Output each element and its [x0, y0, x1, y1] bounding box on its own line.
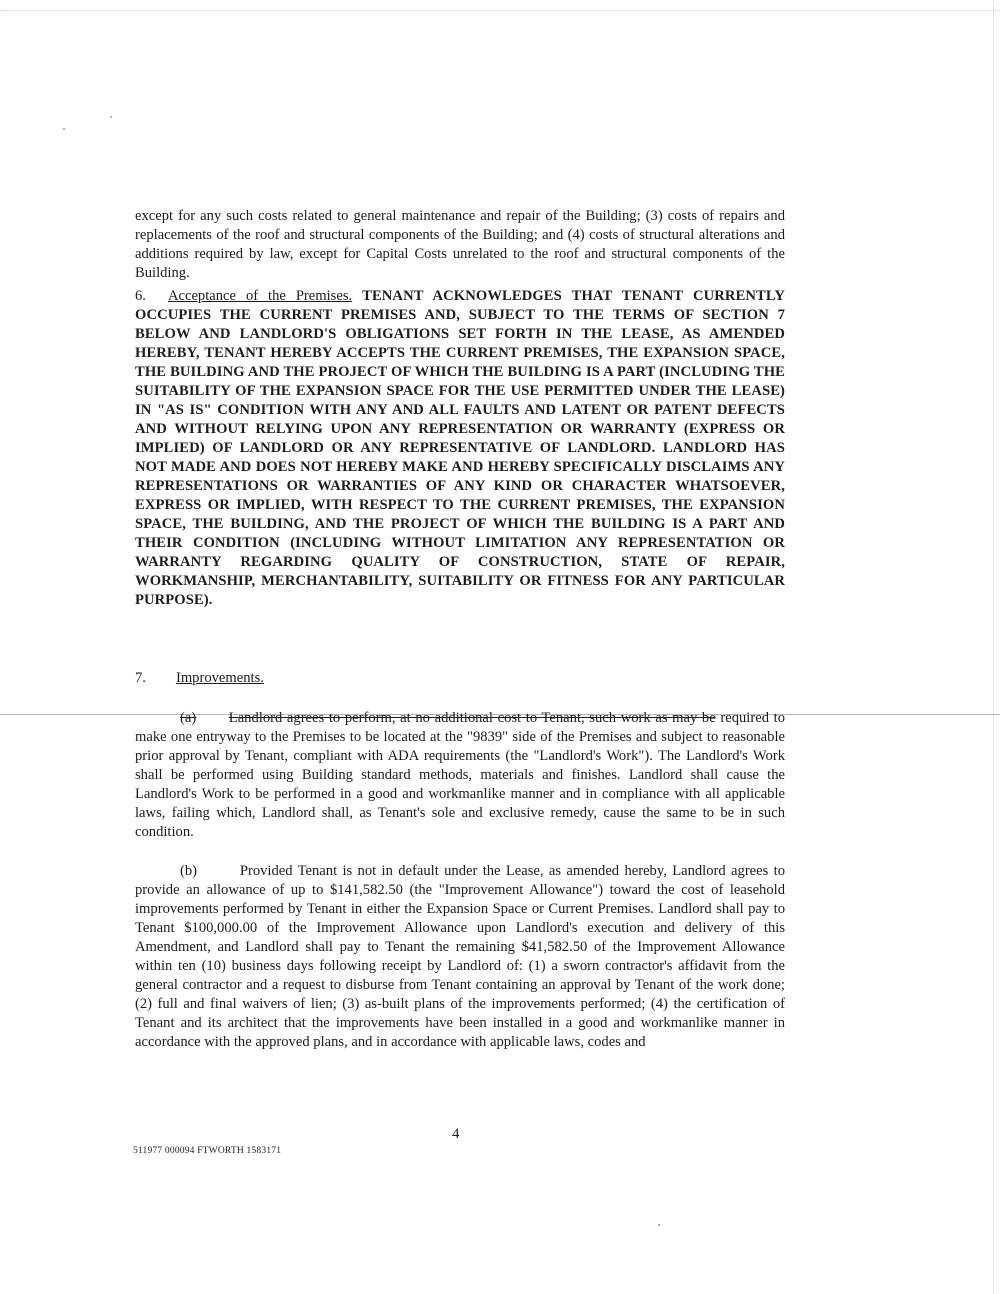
section-7-heading-row [135, 670, 264, 687]
scan-edge-right [992, 0, 994, 1294]
section-6-acceptance [135, 287, 785, 610]
scan-speck [110, 116, 112, 118]
section-heading: Acceptance of the Premises. [167, 288, 353, 304]
footer-document-code: 511977 000094 FTWORTH 1583171 [133, 1146, 282, 1156]
scan-speck [63, 128, 65, 130]
scan-edge-top [0, 0, 1000, 11]
paragraph-label: (b) [180, 863, 198, 879]
struck-text: Landlord agrees to perform, at no additional cost to Tenant, such work as may be [228, 710, 716, 726]
paragraph-costs-continuation: except for any such costs related to general maintenance and repair of the Building; (3) costs of repairs and replacements of the roof and structural components of the Building; and (4) costs of structural alterations and additions required by law, except for Capital Costs unrelated to the roof and structural components of the Building. [135, 207, 785, 281]
section-body-caps: TENANT ACKNOWLEDGES THAT TENANT CURRENTLY OCCUPIES THE CURRENT PREMISES AND, SUBJECT TO THE TERMS OF SECTION 7 BELOW AND LANDLORD'S OBLIGATIONS SET FORTH IN THE LEASE, AS AMENDED HEREBY, TENANT HEREBY ACCEPTS THE CURRENT PREMISES, THE EXPANSION SPACE, THE BUILDING AND THE PROJECT OF WHICH THE BUILDING IS A PART (INCLUDING THE SUITABILITY OF THE EXPANSION SPACE FOR THE USE PERMITTED UNDER THE LEASE) IN "AS IS" CONDITION WITH ANY AND ALL FAULTS AND LATENT OR PATENT DEFECTS AND WITHOUT RELYING UPON ANY REPRESENTATION OR WARRANTY (EXPRESS OR IMPLIED) OF LANDLORD OR ANY REPRESENTATIVE OF LANDLORD. LANDLORD HAS NOT MADE AND DOES NOT HEREBY MAKE AND HEREBY SPECIFICALLY DISCLAIMS ANY REPRESENTATIONS OR WARRANTIES OF ANY KIND OR CHARACTER WHATSOEVER, EXPRESS OR IMPLIED, WITH RESPECT TO THE CURRENT PREMISES, THE EXPANSION SPACE, THE BUILDING, AND THE PROJECT OF WHICH THE BUILDING IS A PART AND THEIR CONDITION (INCLUDING WITHOUT LIMITATION ANY REPRESENTATION OR WARRANTY REGARDING QUALITY OF CONSTRUCTION, STATE OF REPAIR, WORKMANSHIP, MERCHANTABILITY, SUITABILITY OR FITNESS FOR ANY PARTICULAR PURPOSE). [135, 288, 786, 608]
section-number: 7. [135, 670, 146, 686]
paragraph-text: required to make one entryway to the Premises to be located at the "9839" side of the Premises and subject to reasonable prior approval by Tenant, compliant with ADA requirements (the "Landlord's Work"). The Landlord's Work shall be performed using Building standard methods, materials and finishes. Landlord shall cause the Landlord's Work to be performed in a good and workmanlike manner and in compliance with all applicable laws, failing which, Landlord shall, as Tenant's sole and exclusive remedy, cause the same to be in such condition. [135, 710, 785, 840]
page-number: 4 [452, 1126, 460, 1142]
section-7a-paragraph [135, 709, 785, 842]
section-heading: Improvements. [175, 670, 264, 686]
section-7b-paragraph [135, 862, 785, 1052]
paragraph-label: (a) [180, 710, 197, 726]
paragraph-text: Provided Tenant is not in default under the Lease, as amended hereby, Landlord agrees to provide an allowance of up to $141,582.50 (the "Improvement Allowance") toward the cost of leasehold improvements performed by Tenant in either the Expansion Space or Current Premises. Landlord shall pay to Tenant $100,000.00 of the Improvement Allowance upon Landlord's execution and delivery of this Amendment, and Landlord shall pay to Tenant the remaining $41,582.50 of the Improvement Allowance within ten (10) business days following receipt by Landlord of: (1) a sworn contractor's affidavit from the general contractor and a request to disburse from Tenant containing an approval by Tenant of the work done; (2) full and final waivers of lien; (3) as-built plans of the improvements performed; (4) the certification of Tenant and its architect that the improvements have been installed in a good and workmanlike manner in accordance with the approved plans, and in accordance with applicable laws, codes and [135, 863, 786, 1050]
section-number: 6. [135, 288, 146, 304]
scan-speck [658, 1224, 660, 1226]
